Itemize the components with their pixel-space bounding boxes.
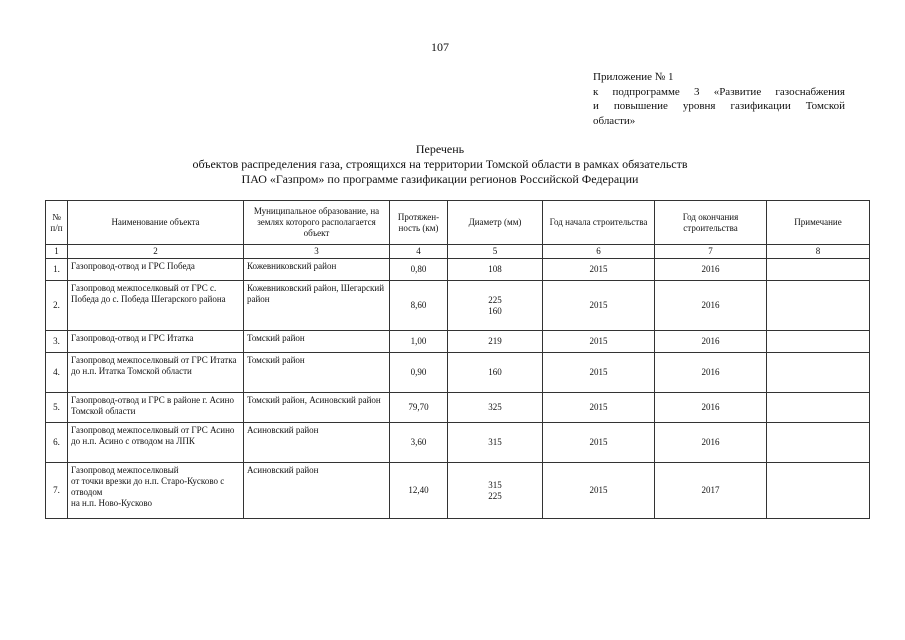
length-km: 0,90 bbox=[390, 353, 448, 393]
appendix-note bbox=[593, 70, 845, 128]
length-km: 12,40 bbox=[390, 463, 448, 519]
diameter-mm: 225 160 bbox=[448, 281, 543, 331]
column-number: 7 bbox=[655, 245, 767, 259]
page-number: 107 bbox=[431, 40, 449, 54]
title-line-1: Перечень bbox=[415, 142, 465, 156]
object-name: Газопровод межпоселковый от точки врезки до н.п. Старо-Кусково с отводом на н.п. Ново-Кусково bbox=[68, 463, 244, 519]
object-name: Газопровод-отвод и ГРС Победа bbox=[68, 259, 244, 281]
header-name: Наименование объекта bbox=[68, 201, 244, 245]
length-km: 8,60 bbox=[390, 281, 448, 331]
diameter-mm: 315 bbox=[448, 423, 543, 463]
end-year: 2016 bbox=[655, 281, 767, 331]
table-row bbox=[46, 259, 870, 281]
length-km: 79,70 bbox=[390, 393, 448, 423]
column-number: 1 bbox=[46, 245, 68, 259]
length-km: 3,60 bbox=[390, 423, 448, 463]
end-year: 2016 bbox=[655, 393, 767, 423]
note bbox=[767, 259, 870, 281]
header-num: № п/п bbox=[46, 201, 68, 245]
object-name: Газопровод-отвод и ГРС в районе г. Асино Томской области bbox=[68, 393, 244, 423]
object-name: Газопровод межпоселковый от ГРС Итатка до н.п. Итатка Томской области bbox=[68, 353, 244, 393]
municipality: Томский район bbox=[244, 353, 390, 393]
column-number-row bbox=[46, 245, 870, 259]
end-year: 2017 bbox=[655, 463, 767, 519]
note bbox=[767, 281, 870, 331]
title-line-3: ПАО «Газпром» по программе газификации регионов Российской Федерации bbox=[241, 172, 639, 186]
municipality: Асиновский район bbox=[244, 423, 390, 463]
header-note: Примечание bbox=[767, 201, 870, 245]
object-name: Газопровод межпоселковый от ГРС с. Победа до с. Победа Шегарского района bbox=[68, 281, 244, 331]
diameter-mm: 108 bbox=[448, 259, 543, 281]
start-year: 2015 bbox=[543, 463, 655, 519]
objects-table bbox=[45, 200, 870, 519]
start-year: 2015 bbox=[543, 259, 655, 281]
header-diameter: Диаметр (мм) bbox=[448, 201, 543, 245]
row-number: 7. bbox=[46, 463, 68, 519]
diameter-mm: 325 bbox=[448, 393, 543, 423]
municipality: Томский район, Асиновский район bbox=[244, 393, 390, 423]
start-year: 2015 bbox=[543, 353, 655, 393]
row-number: 6. bbox=[46, 423, 68, 463]
table-row bbox=[46, 423, 870, 463]
appendix-line-4: области» bbox=[593, 114, 636, 127]
end-year: 2016 bbox=[655, 331, 767, 353]
note bbox=[767, 393, 870, 423]
length-km: 1,00 bbox=[390, 331, 448, 353]
title-line-2: объектов распределения газа, строящихся на территории Томской области в рамках обязательств bbox=[192, 157, 688, 171]
start-year: 2015 bbox=[543, 331, 655, 353]
header-end-year: Год окончания строительства bbox=[655, 201, 767, 245]
municipality: Кожевниковский район bbox=[244, 259, 390, 281]
appendix-line-1: Приложение № 1 bbox=[593, 71, 674, 83]
diameter-mm: 160 bbox=[448, 353, 543, 393]
row-number: 5. bbox=[46, 393, 68, 423]
column-number: 2 bbox=[68, 245, 244, 259]
start-year: 2015 bbox=[543, 393, 655, 423]
table-row bbox=[46, 393, 870, 423]
document-title bbox=[0, 142, 880, 187]
row-number: 1. bbox=[46, 259, 68, 281]
end-year: 2016 bbox=[655, 259, 767, 281]
row-number: 3. bbox=[46, 331, 68, 353]
note bbox=[767, 463, 870, 519]
municipality: Томский район bbox=[244, 331, 390, 353]
header-length: Протяжен-ность (км) bbox=[390, 201, 448, 245]
appendix-line-3: и повышение уровня газификации Томской bbox=[593, 100, 845, 112]
table-row bbox=[46, 463, 870, 519]
note bbox=[767, 423, 870, 463]
header-municipality: Муниципальное образование, на землях которого располагается объект bbox=[244, 201, 390, 245]
table-row bbox=[46, 281, 870, 331]
column-number: 6 bbox=[543, 245, 655, 259]
column-number: 8 bbox=[767, 245, 870, 259]
end-year: 2016 bbox=[655, 353, 767, 393]
note bbox=[767, 353, 870, 393]
start-year: 2015 bbox=[543, 281, 655, 331]
table-row bbox=[46, 331, 870, 353]
municipality: Кожевниковский район, Шегарский район bbox=[244, 281, 390, 331]
diameter-mm: 315 225 bbox=[448, 463, 543, 519]
start-year: 2015 bbox=[543, 423, 655, 463]
header-start-year: Год начала строительства bbox=[543, 201, 655, 245]
table-row bbox=[46, 353, 870, 393]
note bbox=[767, 331, 870, 353]
diameter-mm: 219 bbox=[448, 331, 543, 353]
municipality: Асиновский район bbox=[244, 463, 390, 519]
row-number: 2. bbox=[46, 281, 68, 331]
end-year: 2016 bbox=[655, 423, 767, 463]
table-header-row bbox=[46, 201, 870, 245]
row-number: 4. bbox=[46, 353, 68, 393]
object-name: Газопровод межпоселковый от ГРС Асино до н.п. Асино с отводом на ЛПК bbox=[68, 423, 244, 463]
column-number: 5 bbox=[448, 245, 543, 259]
length-km: 0,80 bbox=[390, 259, 448, 281]
object-name: Газопровод-отвод и ГРС Итатка bbox=[68, 331, 244, 353]
column-number: 3 bbox=[244, 245, 390, 259]
column-number: 4 bbox=[390, 245, 448, 259]
appendix-line-2: к подпрограмме 3 «Развитие газоснабжения bbox=[593, 85, 845, 98]
